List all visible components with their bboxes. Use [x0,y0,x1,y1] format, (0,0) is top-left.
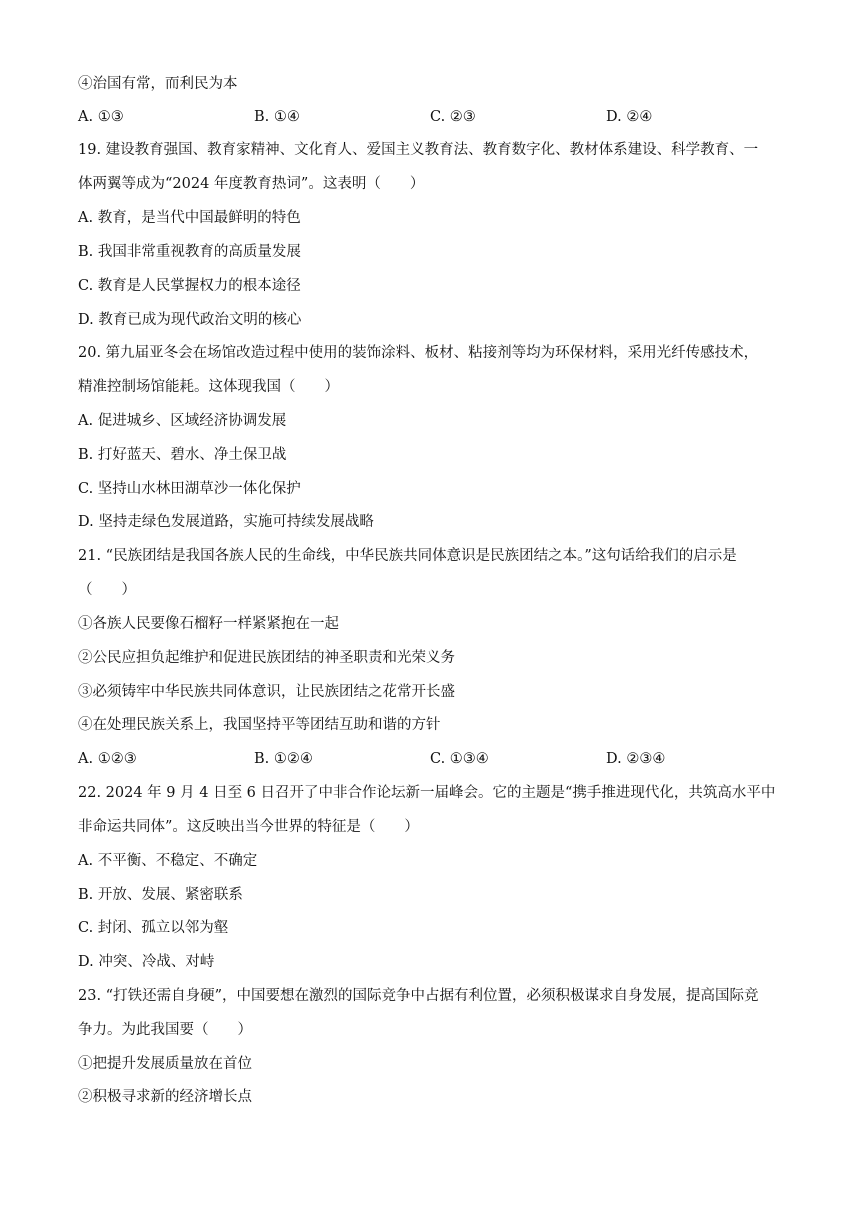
q19-option-c: C. 教育是人民掌握权力的根本途径 [78,278,301,294]
q22-option-a: A. 不平衡、不稳定、不确定 [78,853,258,869]
q20-option-d: D. 坚持走绿色发展道路，实施可持续发展战略 [78,514,374,530]
q21-option-c: C. ①③④ [430,751,489,767]
q19-option-a: A. 教育，是当代中国最鲜明的特色 [78,210,301,226]
q21-option-d: D. ②③④ [606,751,666,767]
q20-stem-line2: 精准控制场馆能耗。这体现我国（ ） [78,379,339,395]
q18-option-c: C. ②③ [430,109,476,125]
q18-option-d: D. ②④ [606,109,653,125]
q20-option-a: A. 促进城乡、区域经济协调发展 [78,413,287,429]
q21-item-3: ③必须铸牢中华民族共同体意识，让民族团结之花常开长盛 [78,684,455,700]
q23-stem-line1: 23. “打铁还需自身硬”，中国要想在激烈的国际竞争中占据有利位置，必须积极谋求自身发展，提高国际竞 [78,988,759,1004]
q21-stem-line1: 21. “民族团结是我国各族人民的生命线，中华民族共同体意识是民族团结之本。”这句话给我们的启示是 [78,548,737,564]
q23-item-1: ①把提升发展质量放在首位 [78,1056,252,1072]
q21-option-b: B. ①②④ [254,751,313,767]
q22-option-c: C. 封闭、孤立以邻为壑 [78,920,229,936]
q21-option-a: A. ①②③ [78,751,137,767]
q19-option-d: D. 教育已成为现代政治文明的核心 [78,312,302,328]
q21-item-4: ④在处理民族关系上，我国坚持平等团结互助和谐的方针 [78,717,441,733]
q20-option-b: B. 打好蓝天、碧水、净土保卫战 [78,447,287,463]
q21-item-2: ②公民应担负起维护和促进民族团结的神圣职责和光荣义务 [78,650,455,666]
q20-stem-line1: 20. 第九届亚冬会在场馆改造过程中使用的装饰涂料、板材、粘接剂等均为环保材料，采用光纤传感技术， [78,345,759,361]
q21-item-1: ①各族人民要像石榴籽一样紧紧抱在一起 [78,616,339,632]
q22-stem-line1: 22. 2024 年 9 月 4 日至 6 日召开了中非合作论坛新一届峰会。它的主题是“携手推进现代化，共筑高水平中 [78,785,776,801]
q22-option-d: D. 冲突、冷战、对峙 [78,954,215,970]
q22-stem-line2: 非命运共同体”。这反映出当今世界的特征是（ ） [78,819,419,835]
q21-stem-line2: （ ） [78,582,136,598]
q22-option-b: B. 开放、发展、紧密联系 [78,887,243,903]
q19-stem-line1: 19. 建设教育强国、教育家精神、文化育人、爱国主义教育法、教育数字化、教材体系建设、科学教育、一 [78,142,759,158]
q19-option-b: B. 我国非常重视教育的高质量发展 [78,244,301,260]
q18-option-a: A. ①③ [78,109,124,125]
q18-item-4: ④治国有常，而利民为本 [78,76,238,92]
q18-option-b: B. ①④ [254,109,300,125]
q23-stem-line2: 争力。为此我国要（ ） [78,1022,252,1038]
q19-stem-line2: 体两翼等成为“2024 年度教育热词”。这表明（ ） [78,176,425,192]
q23-item-2: ②积极寻求新的经济增长点 [78,1089,252,1105]
q20-option-c: C. 坚持山水林田湖草沙一体化保护 [78,481,301,497]
